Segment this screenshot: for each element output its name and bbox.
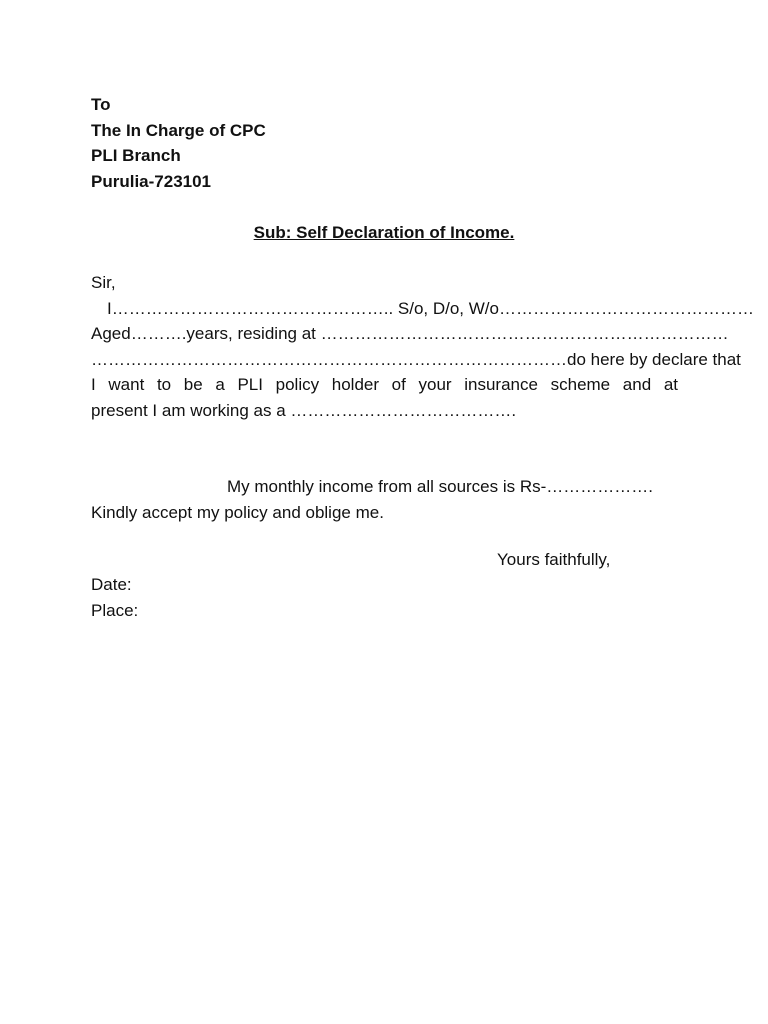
closing-signoff: Yours faithfully,	[497, 550, 611, 569]
declaration-line-5: present I am working as a ………………………………….	[91, 400, 517, 420]
declaration-line-3: …………………………………………………………………………do here by declare that	[91, 349, 741, 369]
declaration-line-2: Aged……….years, residing at ………………………………………………………………	[91, 324, 729, 343]
paragraph-gap	[91, 423, 678, 474]
address-line-recipient: The In Charge of CPC	[91, 120, 266, 140]
place-label: Place:	[91, 600, 139, 620]
address-line-city: Purulia-723101	[91, 171, 212, 191]
declaration-line-1: I………………………………………….. S/o, D/o, W/o………………………………………	[107, 298, 754, 318]
address-line-to: To	[91, 95, 111, 114]
date-place-block	[91, 572, 138, 623]
subject-line: Sub: Self Declaration of Income.	[253, 223, 515, 242]
recipient-address	[91, 92, 266, 194]
date-label: Date:	[91, 575, 132, 594]
salutation: Sir,	[91, 273, 116, 292]
declaration-line-4: I want to be a PLI policy holder of your insurance scheme and at	[91, 375, 678, 394]
income-line: My monthly income from all sources is Rs-……………….	[227, 477, 654, 496]
request-line: Kindly accept my policy and oblige me.	[91, 502, 384, 522]
address-line-branch: PLI Branch	[91, 146, 181, 165]
letter-body	[91, 270, 754, 525]
